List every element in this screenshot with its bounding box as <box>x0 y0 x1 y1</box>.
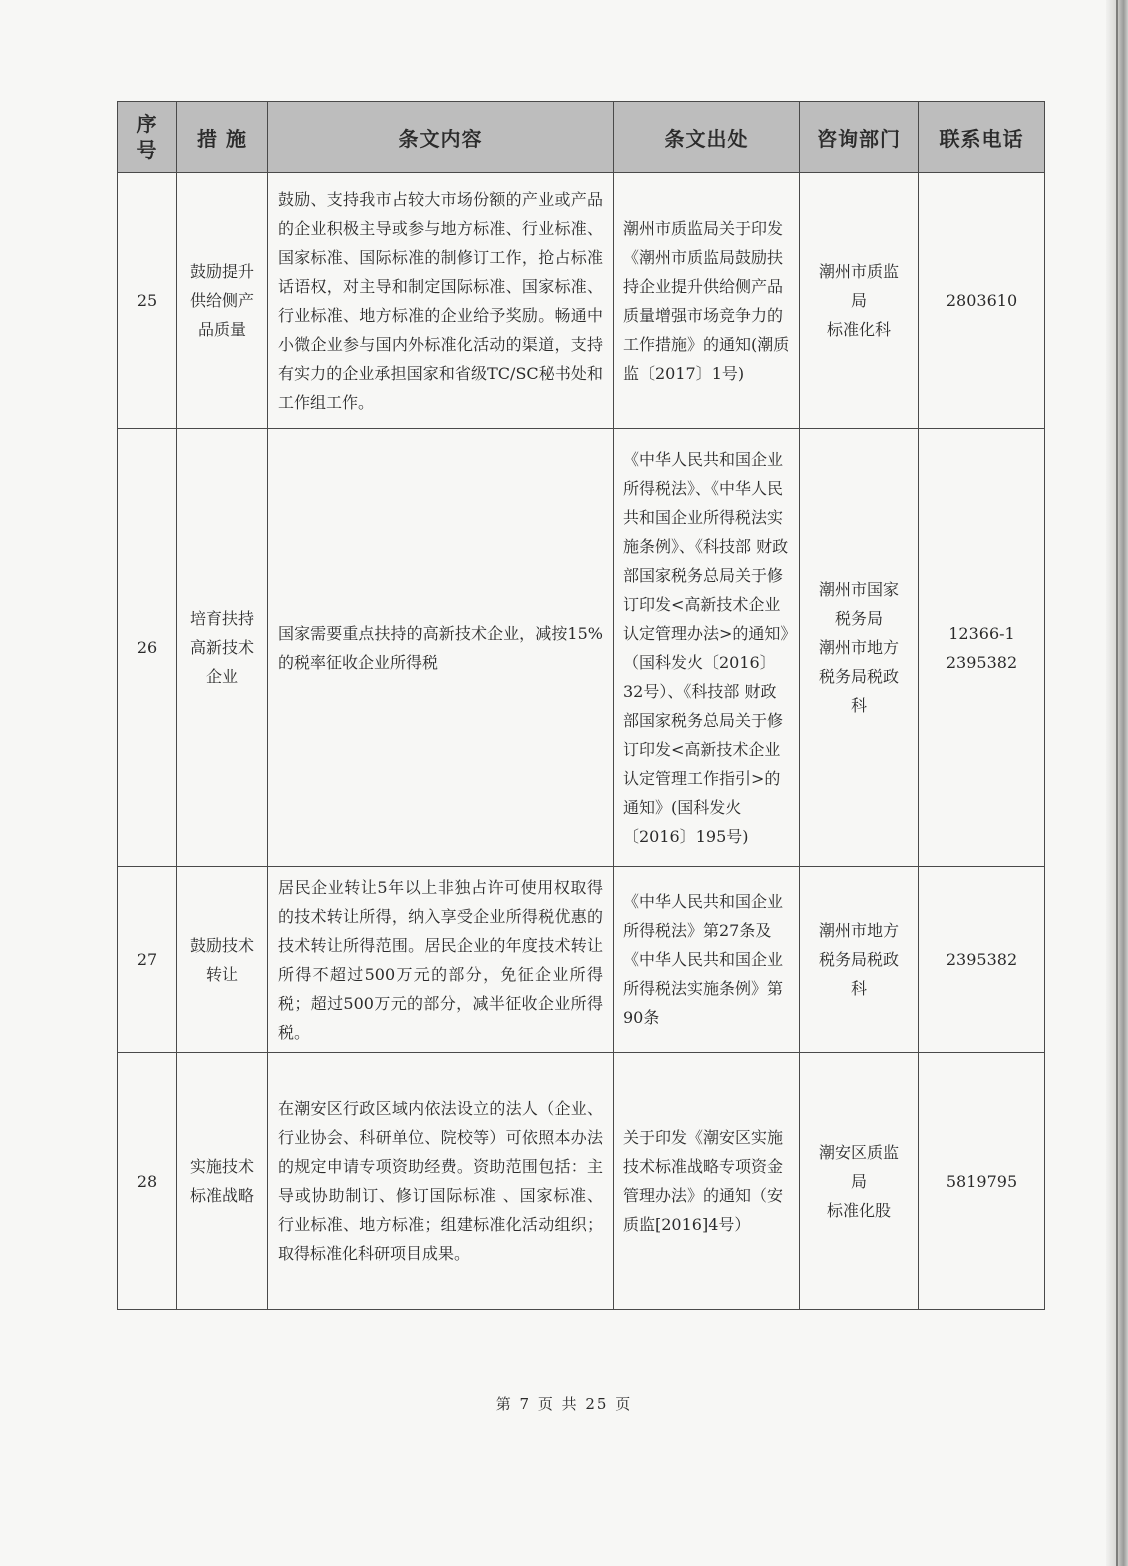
row-phone: 2803610 <box>919 173 1045 429</box>
table-header-row <box>118 102 1045 173</box>
row-seq: 28 <box>118 1053 177 1310</box>
header-measure: 措 施 <box>177 102 268 173</box>
row-phone: 5819795 <box>919 1053 1045 1310</box>
page-edge-shadow <box>1106 0 1128 1566</box>
row-measure: 实施技术 标准战略 <box>177 1053 268 1310</box>
row-dept: 潮州市地方 税务局税政 科 <box>800 867 919 1053</box>
row-source: 《中华人民共和国企业所得税法》、《中华人民共和国企业所得税法实施条例》、《科技部 财政部国家税务总局关于修订印发<高新技术企业认定管理办法>的通知》（国科发火〔2016〕32号）、《科技部 财政部国家税务总局关于修订印发<高新技术企业认定管理工作指引>的通知》(国科发火〔2016〕195号) <box>614 429 800 867</box>
row-measure: 鼓励技术 转让 <box>177 867 268 1053</box>
policy-table <box>117 101 1045 1310</box>
row-source: 《中华人民共和国企业所得税法》第27条及《中华人民共和国企业所得税法实施条例》第90条 <box>614 867 800 1053</box>
row-source: 潮州市质监局关于印发《潮州市质监局鼓励扶持企业提升供给侧产品质量增强市场竞争力的工作措施》的通知(潮质监〔2017〕1号) <box>614 173 800 429</box>
header-dept: 咨询部门 <box>800 102 919 173</box>
row-seq: 25 <box>118 173 177 429</box>
row-dept: 潮州市国家 税务局 潮州市地方 税务局税政 科 <box>800 429 919 867</box>
row-content: 居民企业转让5年以上非独占许可使用权取得的技术转让所得，纳入享受企业所得税优惠的技术转让所得范围。居民企业的年度技术转让所得不超过500万元的部分，免征企业所得税；超过500万元的部分，减半征收企业所得税。 <box>268 867 614 1053</box>
table-row <box>118 1053 1045 1310</box>
row-phone: 12366-1 2395382 <box>919 429 1045 867</box>
header-source: 条文出处 <box>614 102 800 173</box>
row-content: 鼓励、支持我市占较大市场份额的产业或产品的企业积极主导或参与地方标准、行业标准、国家标准、国际标准的制修订工作，抢占标准话语权，对主导和制定国际标准、国家标准、行业标准、地方标准的企业给予奖励。畅通中小微企业参与国内外标准化活动的渠道，支持有实力的企业承担国家和省级TC/SC秘书处和工作组工作。 <box>268 173 614 429</box>
row-phone: 2395382 <box>919 867 1045 1053</box>
header-phone: 联系电话 <box>919 102 1045 173</box>
row-source: 关于印发《潮安区实施技术标准战略专项资金管理办法》的通知（安质监[2016]4号） <box>614 1053 800 1310</box>
row-content: 在潮安区行政区域内依法设立的法人（企业、行业协会、科研单位、院校等）可依照本办法的规定申请专项资助经费。资助范围包括：主导或协助制订、修订国际标准 、国家标准、行业标准、地方标准；组建标准化活动组织；取得标准化科研项目成果。 <box>268 1053 614 1310</box>
row-content: 国家需要重点扶持的高新技术企业，减按15%的税率征收企业所得税 <box>268 429 614 867</box>
row-seq: 27 <box>118 867 177 1053</box>
table-row <box>118 173 1045 429</box>
row-measure: 鼓励提升 供给侧产 品质量 <box>177 173 268 429</box>
header-seq: 序号 <box>118 102 177 173</box>
row-dept: 潮安区质监 局 标准化股 <box>800 1053 919 1310</box>
table-row <box>118 867 1045 1053</box>
row-dept: 潮州市质监 局 标准化科 <box>800 173 919 429</box>
page-number: 第 7 页 共 25 页 <box>495 1395 633 1413</box>
table-row <box>118 429 1045 867</box>
row-measure: 培育扶持 高新技术 企业 <box>177 429 268 867</box>
header-content: 条文内容 <box>268 102 614 173</box>
row-seq: 26 <box>118 429 177 867</box>
